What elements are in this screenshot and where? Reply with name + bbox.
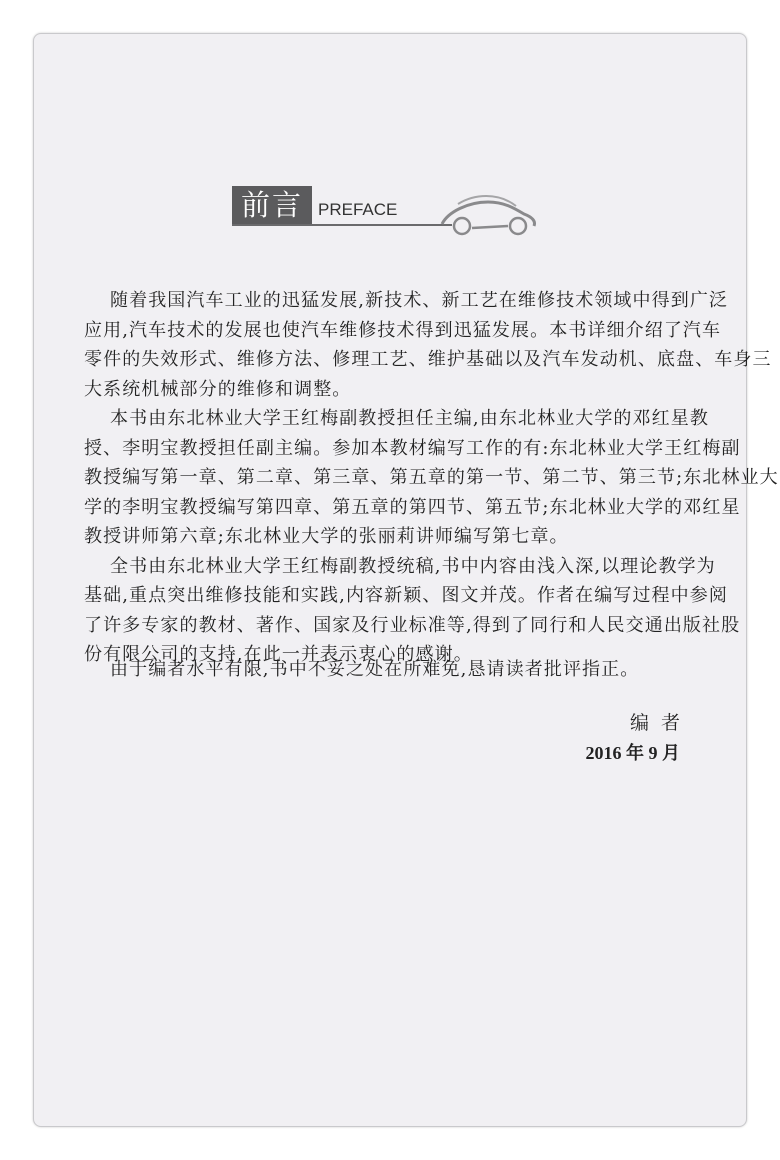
preface-title-en: PREFACE	[318, 200, 398, 219]
text-line: 大系统机械部分的维修和调整。	[84, 378, 352, 400]
paragraph	[84, 552, 741, 670]
paragraph	[84, 286, 772, 404]
text-line: 教授讲师第六章;东北林业大学的张丽莉讲师编写第七章。	[84, 526, 569, 547]
text-line: 授、李明宝教授担任副主编。参加本教材编写工作的有:东北林业大学王红梅副	[84, 437, 741, 459]
text-line: 教授编写第一章、第二章、第三章、第五章的第一节、第二节、第三节;东北林业大	[84, 467, 779, 488]
text-line: 份有限公司的支持,在此一并表示衷心的感谢。	[84, 644, 473, 665]
text-line: 基础,重点突出维修技能和实践,内容新颖、图文并茂。作者在编写过程中参阅	[84, 585, 728, 606]
car-outline-icon	[438, 190, 538, 236]
signature-author: 编者	[629, 712, 692, 734]
text-line: 零件的失效形式、维修方法、修理工艺、维护基础以及汽车发动机、底盘、车身三	[84, 349, 772, 370]
text-line: 学的李明宝教授编写第四章、第五章的第四节、第五节;东北林业大学的邓红星	[84, 496, 741, 518]
preface-title-cn: 前言	[232, 186, 312, 224]
paragraph	[84, 404, 779, 552]
text-line: 全书由东北林业大学王红梅副教授统稿,书中内容由浅入深,以理论教学为	[110, 555, 716, 577]
signature	[585, 708, 692, 765]
text-line: 了许多专家的教材、著作、国家及行业标准等,得到了同行和人民交通出版社股	[84, 614, 741, 636]
signature-date: 2016 年 9 月	[585, 743, 680, 763]
text-line: 随着我国汽车工业的迅猛发展,新技术、新工艺在维修技术领域中得到广泛	[110, 290, 729, 311]
text-line: 应用,汽车技术的发展也使汽车维修技术得到迅猛发展。本书详细介绍了汽车	[84, 319, 722, 341]
paragraph	[84, 655, 681, 685]
text-line: 由于编者水平有限,书中不妥之处在所难免,恳请读者批评指正。	[110, 658, 640, 680]
preface-body	[84, 286, 779, 684]
text-line: 本书由东北林业大学王红梅副教授担任主编,由东北林业大学的邓红星教	[110, 408, 709, 429]
header-underline	[232, 224, 452, 226]
